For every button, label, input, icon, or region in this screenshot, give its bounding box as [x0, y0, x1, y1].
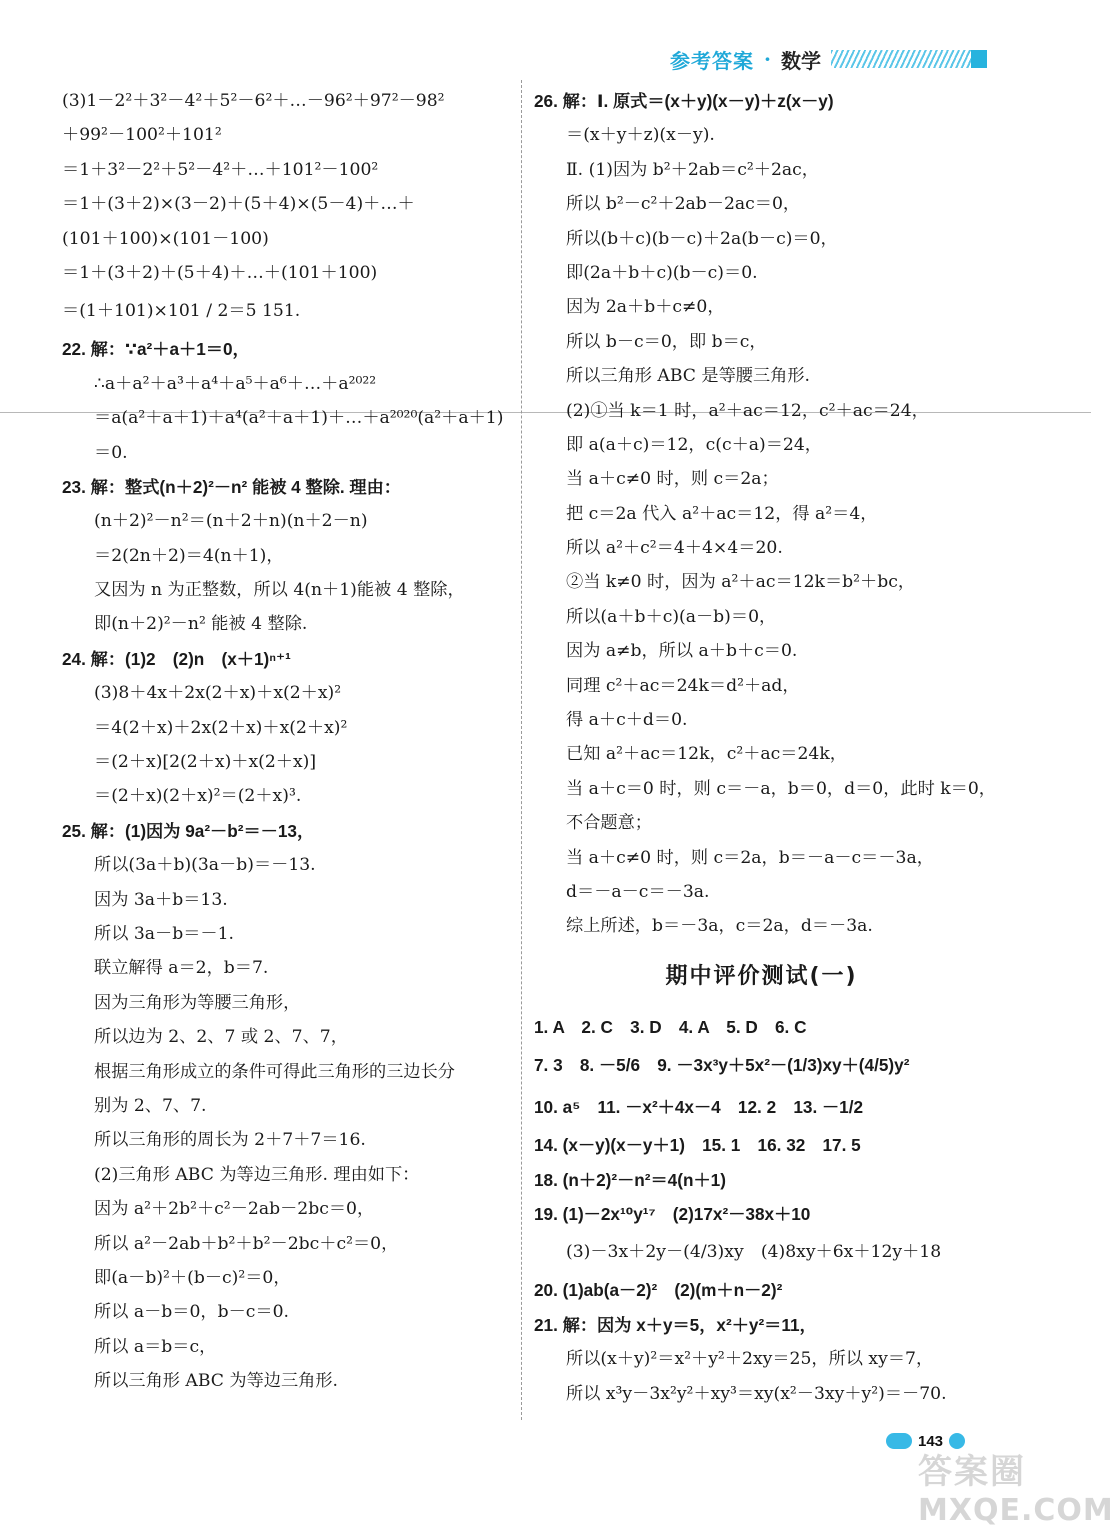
answer-line: 即 a(a＋c)＝12，c(c＋a)＝24， [566, 434, 822, 455]
page-number: 143 [918, 1432, 944, 1450]
answer-line: 又因为 n 为正整数，所以 4(n＋1)能被 4 整除， [94, 580, 465, 601]
answer-line: 所以 a²－2ab＋b²＋b²－2bc＋c²＝0， [94, 1233, 399, 1254]
answer-line: 因为三角形为等腰三角形， [94, 992, 301, 1013]
answer-line: 即(2a＋b＋c)(b－c)＝0. [566, 262, 758, 283]
answer-line: ＋99²－100²＋101² [62, 125, 222, 146]
answer-line: 当 a＋c≠0 时，则 c＝2a； [566, 469, 779, 490]
question-21-answer: 21. 解：因为 x＋y＝5，x²＋y²＝11， [534, 1314, 817, 1335]
answer-line: 根据三角形成立的条件可得此三角形的三边长分 [94, 1061, 455, 1082]
answer-line: ＝(2＋x)[2(2＋x)＋x(2＋x)] [94, 752, 317, 773]
answer-line: 得 a＋c＋d＝0. [566, 710, 688, 731]
answer-line: ＝a(a²＋a＋1)＋a⁴(a²＋a＋1)＋…＋a²⁰²⁰(a²＋a＋1) [94, 408, 504, 429]
answer-line: 当 a＋c≠0 时，则 c＝2a，b＝－a－c＝－3a， [566, 847, 934, 868]
header-stripe-decoration [831, 50, 987, 68]
answer-line: 当 a＋c＝0 时，则 c＝－a，b＝0，d＝0，此时 k＝0， [566, 778, 996, 799]
answer-line: 因为 2a＋b＋c≠0， [566, 297, 725, 318]
answer-line: 即(n＋2)²－n² 能被 4 整除. [94, 614, 308, 635]
page-pill-icon [949, 1433, 965, 1449]
question-25-answer: 25. 解：(1)因为 9a²－b²＝－13， [62, 820, 315, 841]
answer-line: ＝1＋(3＋2)×(3－2)＋(5＋4)×(5－4)＋…＋ [62, 194, 415, 215]
question-24-answer: 24. 解：(1)2 (2)n (x＋1)ⁿ⁺¹ [62, 648, 291, 669]
question-26-answer: 26. 解：Ⅰ. 原式＝(x＋y)(x－y)＋z(x－y) [534, 91, 834, 111]
answer-line: 所以 a＝b＝c， [94, 1336, 217, 1357]
answer-line: 14. (x－y)(x－y＋1) 15. 1 16. 32 17. 5 [534, 1135, 861, 1156]
right-column [534, 84, 996, 1411]
answer-line: 所以三角形 ABC 为等边三角形. [94, 1371, 338, 1392]
question-23-answer: 23. 解：整式(n＋2)²－n² 能被 4 整除. 理由： [62, 476, 401, 497]
question-22-answer: 22. 解：∵a²＋a＋1＝0， [62, 339, 250, 360]
answer-line: 不合题意； [566, 813, 652, 834]
page-pill-icon [886, 1433, 912, 1449]
answer-line: (n＋2)²－n²＝(n＋2＋n)(n＋2－n) [94, 511, 368, 532]
answer-line: 所以 b²－c²＋2ab－2ac＝0， [566, 194, 801, 215]
answer-line: (101＋100)×(101－100) [62, 228, 269, 249]
watermark [918, 1452, 1114, 1536]
answer-line: ＝(2＋x)(2＋x)²＝(2＋x)³. [94, 786, 302, 807]
header-subject: 数学 [781, 48, 821, 73]
answer-line: ＝(x＋y＋z)(x－y). [566, 125, 715, 146]
answer-line: 所以 b－c＝0，即 b＝c， [566, 331, 767, 352]
answer-line: (2)三角形 ABC 为等边三角形. 理由如下： [94, 1164, 420, 1185]
answer-line: ＝0. [94, 442, 128, 463]
answer-line: 所以(x＋y)²＝x²＋y²＋2xy＝25，所以 xy＝7， [566, 1349, 934, 1370]
answer-line: 已知 a²＋ac＝12k，c²＋ac＝24k， [566, 744, 847, 765]
answer-line: 所以(a＋b＋c)(a－b)＝0， [566, 606, 777, 627]
answer-line: ＝2(2n＋2)＝4(n＋1)， [94, 545, 284, 566]
answer-line: 所以三角形的周长为 2＋7＋7＝16. [94, 1130, 366, 1151]
answer-line: (2)①当 k＝1 时，a²＋ac＝12，c²＋ac＝24， [566, 400, 929, 421]
answer-line: 因为 3a＋b＝13. [94, 889, 228, 910]
answer-line: ∴a＋a²＋a³＋a⁴＋a⁵＋a⁶＋…＋a²⁰²² [94, 373, 377, 394]
section-heading: 期中评价测试(一) [665, 963, 858, 989]
answer-line: 别为 2、7、7. [94, 1095, 207, 1116]
answer-line: 所以 x³y－3x²y²＋xy³＝xy(x²－3xy＋y²)＝－70. [566, 1383, 947, 1404]
answer-line: 20. (1)ab(a－2)² (2)(m＋n－2)² [534, 1280, 783, 1301]
answer-line: 19. (1)－2x¹⁰y¹⁷ (2)17x²－38x＋10 [534, 1203, 811, 1224]
answer-line: 所以 a²＋c²＝4＋4×4＝20. [566, 538, 783, 559]
answer-line: (3)1－2²＋3²－4²＋5²－6²＋…－96²＋97²－98² [62, 91, 445, 111]
left-column [62, 84, 517, 1398]
watermark-logo-text: 答案圈 [918, 1452, 1026, 1492]
answer-line: (3)－3x＋2y－(4/3)xy (4)8xy＋6x＋12y＋18 [566, 1242, 942, 1263]
answer-line: ＝(1＋101)×101 / 2＝5 151. [62, 301, 301, 322]
answer-line: 联立解得 a＝2，b＝7. [94, 958, 269, 979]
answer-line: ②当 k≠0 时，因为 a²＋ac＝12k＝b²＋bc， [566, 572, 916, 593]
answer-line: 所以 3a－b＝－1. [94, 923, 234, 944]
answer-line: d＝－a－c＝－3a. [566, 881, 710, 902]
page-header [670, 44, 987, 74]
page-footer [886, 1428, 982, 1454]
answer-line: Ⅱ. (1)因为 b²＋2ab＝c²＋2ac， [566, 159, 819, 180]
answer-line: 所以(3a＋b)(3a－b)＝－13. [94, 855, 316, 876]
answer-line: 因为 a²＋2b²＋c²－2ab－2bc＝0， [94, 1199, 375, 1220]
answer-line: 10. a⁵ 11. －x²＋4x－4 12. 2 13. －1/2 [534, 1097, 864, 1118]
answer-line: 所以三角形 ABC 是等腰三角形. [566, 366, 810, 387]
answer-line: ＝1＋(3＋2)＋(5＋4)＋…＋(101＋100) [62, 262, 378, 283]
answer-line: 因为 a≠b，所以 a＋b＋c＝0. [566, 641, 798, 662]
answer-line: 综上所述，b＝－3a，c＝2a，d＝－3a. [566, 916, 873, 937]
answer-line: (3)8＋4x＋2x(2＋x)＋x(2＋x)² [94, 683, 342, 704]
answer-line: 所以 a－b＝0，b－c＝0. [94, 1302, 289, 1323]
answer-line: 同理 c²＋ac＝24k＝d²＋ad， [566, 675, 800, 696]
answer-line: 18. (n＋2)²－n²＝4(n＋1) [534, 1169, 726, 1190]
answer-line: ＝4(2＋x)＋2x(2＋x)＋x(2＋x)² [94, 717, 348, 738]
answer-line: 所以边为 2、2、7 或 2、7、7， [94, 1027, 348, 1048]
answer-line: 即(a－b)²＋(b－c)²＝0， [94, 1267, 291, 1288]
answer-line: ＝1＋3²－2²＋5²－4²＋…＋101²－100² [62, 159, 379, 180]
header-label: 参考答案 [670, 48, 755, 73]
header-separator: · [764, 47, 771, 71]
watermark-domain: MXQE.COM [918, 1493, 1114, 1528]
answer-line: 把 c＝2a 代入 a²＋ac＝12，得 a²＝4， [566, 503, 878, 524]
answer-line: 7. 3 8. －5/6 9. －3x³y＋5x²－(1/3)xy＋(4/5)y² [534, 1055, 910, 1076]
answer-line: 1. A 2. C 3. D 4. A 5. D 6. C [534, 1016, 807, 1037]
column-divider [521, 80, 522, 1420]
answer-line: 所以(b＋c)(b－c)＋2a(b－c)＝0， [566, 228, 838, 249]
